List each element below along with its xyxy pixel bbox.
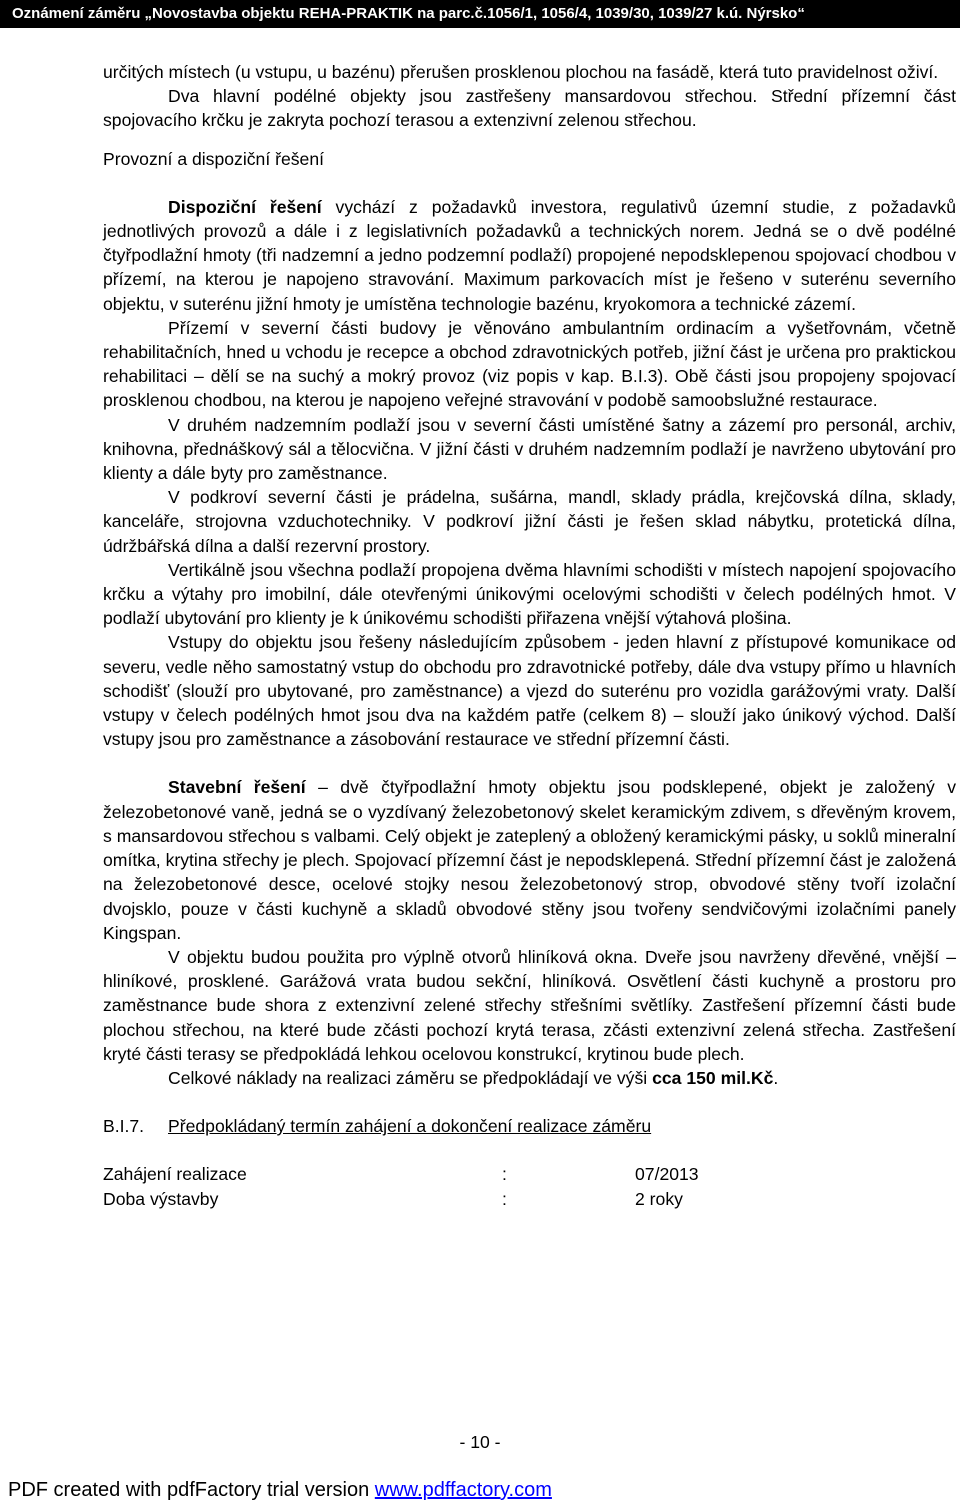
schedule-label: Zahájení realizace <box>103 1164 247 1185</box>
schedule-value: 07/2013 <box>635 1164 699 1185</box>
header-title: Oznámení záměru „Novostavba objektu REHA-PRAKTIK na parc.č.1056/1, 1056/4, 1039/30, 1039/27 k.ú. Nýrsko“ <box>12 5 805 22</box>
schedule-row <box>103 1187 956 1211</box>
schedule-separator: : <box>502 1188 507 1209</box>
footer-link[interactable]: www.pdffactory.com <box>374 1479 552 1501</box>
paragraph <box>103 195 956 316</box>
paragraph: určitých místech (u vstupu, u bazénu) přerušen prosklenou plochou na fasádě, která tuto pravidelnost oživí. <box>103 62 939 82</box>
schedule-label: Doba výstavby <box>103 1188 219 1209</box>
schedule-separator: : <box>502 1164 507 1185</box>
paragraph: V podkroví severní části je prádelna, sušárna, mandl, sklady prádla, krejčovská dílna, sklady, kanceláře, strojovna vzduchotechniky. V podkroví jižní části je řešen sklad nábytku, protetická dílna, údržbářská dílna a další rezervní prostory. <box>103 487 956 556</box>
cost-value: cca 150 mil.Kč <box>652 1067 774 1088</box>
footer-text: PDF created with pdfFactory trial version <box>8 1479 375 1501</box>
section-number: B.I.7. <box>103 1116 145 1137</box>
paragraph-end: . <box>773 1067 779 1088</box>
paragraph: V druhém nadzemním podlaží jsou v severní části umístěné šatny a zázemí pro personál, archiv, knihovna, přednáškový sál a tělocvična. V jižní části v druhém nadzemním podlaží je navrženo ubytování pro klienty a dále byty pro zaměstnance. <box>103 414 956 484</box>
section-heading <box>103 1114 956 1138</box>
schedule-value: 2 roky <box>635 1188 683 1209</box>
paragraph <box>103 775 956 944</box>
bold-term: Dispoziční řešení <box>168 196 322 217</box>
section-title: Předpokládaný termín zahájení a dokončení realizace záměru <box>168 1116 652 1137</box>
pdf-footer <box>8 1477 552 1503</box>
document-body <box>103 60 956 1211</box>
paragraph <box>103 1066 956 1090</box>
paragraph: Dva hlavní podélné objekty jsou zastřešeny mansardovou střechou. Střední přízemní část spojovacího krčku je zakryta pochozí terasou a extenzivní zelenou střechou. <box>103 86 956 131</box>
paragraph: Přízemí v severní části budovy je věnováno ambulantním ordinacím a vyšetřovnám, včetně rehabilitačních, hned u vchodu je recepce a obchod zdravotnických potřeb, jižní část je určena pro praktickou rehabilitaci – dělí se na suchý a mokrý provoz (viz popis v kap. B.I.3). Obě části jsou propojeny spojovací prosklenou chodbou, na kterou je napojeno veřejné stravování v podobě samoobslužné restaurace. <box>103 317 956 411</box>
paragraph: Vstupy do objektu jsou řešeny následujícím způsobem - jeden hlavní z přístupové komunikace od severu, vedle něho samostatný vstup do obchodu pro zdravotnické potřeby, dále dva vstupy přímo u hlavních schodišť (slouží pro ubytované, pro zaměstnance) a vjezd do suterénu pro vozidla garážovými vraty. Další vstupy v čelech podélných hmot jsou dva na každém patře (celkem 8) – slouží jako únikový východ. Další vstupy jsou pro zaměstnance a zásobování restaurace ve střední přízemní části. <box>103 632 956 750</box>
bold-term: Stavební řešení <box>168 777 306 798</box>
document-header <box>0 0 960 28</box>
schedule-row <box>103 1162 956 1186</box>
paragraph-text: – dvě čtyřpodlažní hmoty objektu jsou podsklepené, objekt je založený v železobetonové vaně, jedná se o vyzdívaný železobetonový skelet keramickým zdivem, s dřevěným krovem, s mansardovou střechou s valbami. Celý objekt je zateplený a obložený keramickými pásky, u soklů mineralní omítka, krytina střechy je plech. Spojovací přízemní část je nepodsklepená. Střední přízemní část je založená na železobetonové desce, ocelové stojky nesou železobetonový strop, obvodové stěny tvoří izolační dvojsklo, pouze v části kuchyně a skladů obvodové stěny jsou tvořeny sendvičovými izolačními panely Kingspan. <box>103 777 956 943</box>
paragraph: Vertikálně jsou všechna podlaží propojena dvěma hlavními schodišti v místech napojení spojovacího krčku a výtahy pro imobilní, dále otevřenými únikovými ocelovými schodišti v čelech podélných hmot. V podlaží ubytování pro klienty je k únikovému schodišti přiřazena vnější výtahová plošina. <box>103 559 956 629</box>
paragraph: V objektu budou použita pro výplně otvorů hliníková okna. Dveře jsou navrženy dřevěné, vnější – hliníkové, prosklené. Garážová vrata budou sekční, hliníková. Osvětlení části kuchyně a prostoru pro zaměstnance bude shora z extenzivní zelené střechy střešními světlíky. Zastřešení přízemní části bude plochou střechou, na které bude zčásti pochozí krytá terasa, zčásti extenzivní zelená střecha. Zastřešení kryté části terasy se předpokládá lehkou ocelovou konstrukcí, krytinou bude plech. <box>103 946 956 1064</box>
paragraph-text: vychází z požadavků investora, regulativů územní studie, z požadavků jednotlivých provozů a dále i z legislativních požadavků a technických norem. Jedná se o dvě podélné čtyřpodlažní hmoty (tři nadzemní a jedno podzemní podlaží) propojené nepodsklepenou spojovací chodbou v přízemí, na kterou je napojeno stravování. Maximum parkovacích míst je řešeno v suterénu severního objektu, v suterénu jižní hmoty je umístěna technologie bazénu, kryokomora a technické zázemí. <box>103 196 957 314</box>
section-heading-provozni: Provozní a dispoziční řešení <box>103 148 325 169</box>
page-number: - 10 - <box>459 1432 501 1452</box>
paragraph-text: Celkové náklady na realizaci záměru se předpokládají ve výši <box>168 1067 653 1088</box>
